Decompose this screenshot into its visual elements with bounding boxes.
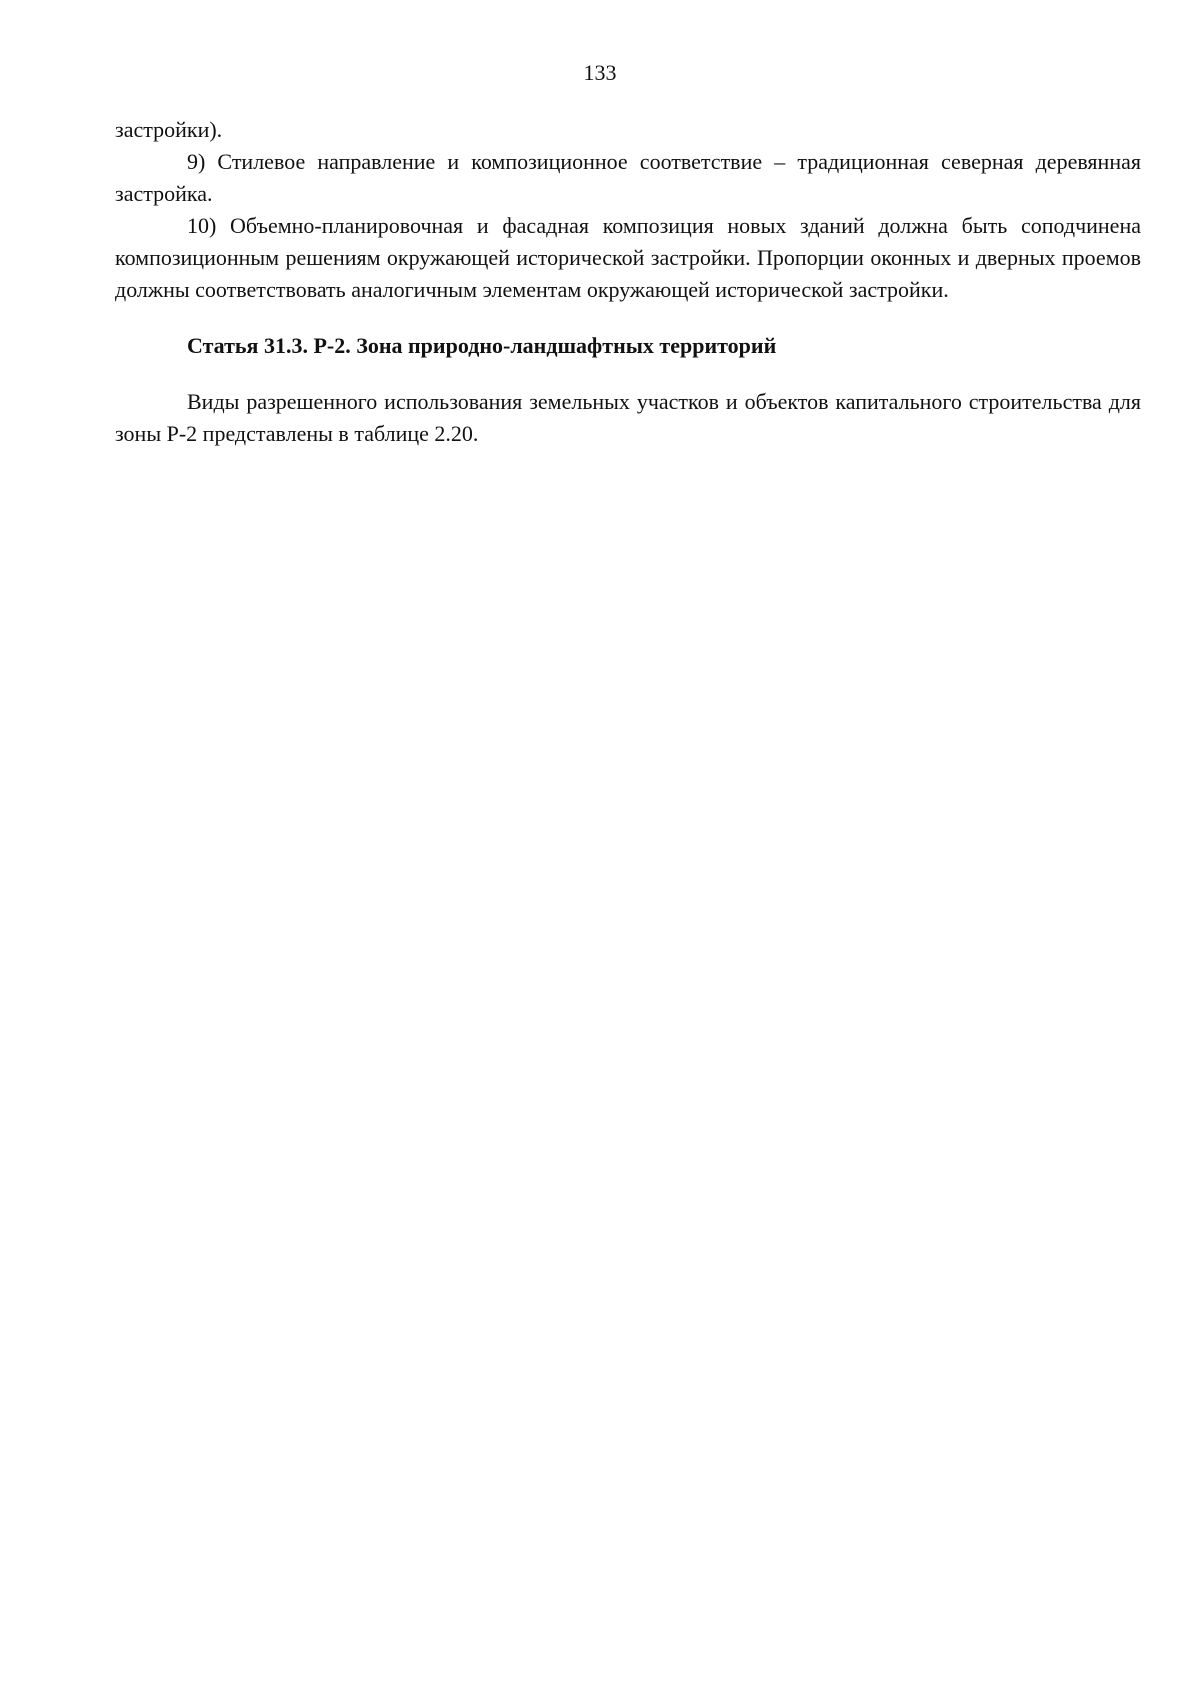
page-number: 133 (583, 60, 617, 85)
article-heading: Статья 31.3. Р-2. Зона природно-ландшафтных территорий (187, 333, 777, 358)
list-item-10: 10) Объемно-планировочная и фасадная композиция новых зданий должна быть соподчинена композиционным решениям окружающей исторической застройки. Пропорции оконных и дверных проемов должны соответствовать аналогичным элементам окружающей исторической застройки. (115, 213, 1141, 302)
page-content (115, 114, 1141, 450)
paragraph-continuation: застройки). (115, 117, 223, 142)
body-paragraph: Виды разрешенного использования земельных участков и объектов капитального строительства для зоны Р-2 представлены в таблице 2.20. (115, 389, 1141, 446)
list-item-9: 9) Стилевое направление и композиционное соответствие – традиционная северная деревянная застройка. (115, 149, 1141, 206)
